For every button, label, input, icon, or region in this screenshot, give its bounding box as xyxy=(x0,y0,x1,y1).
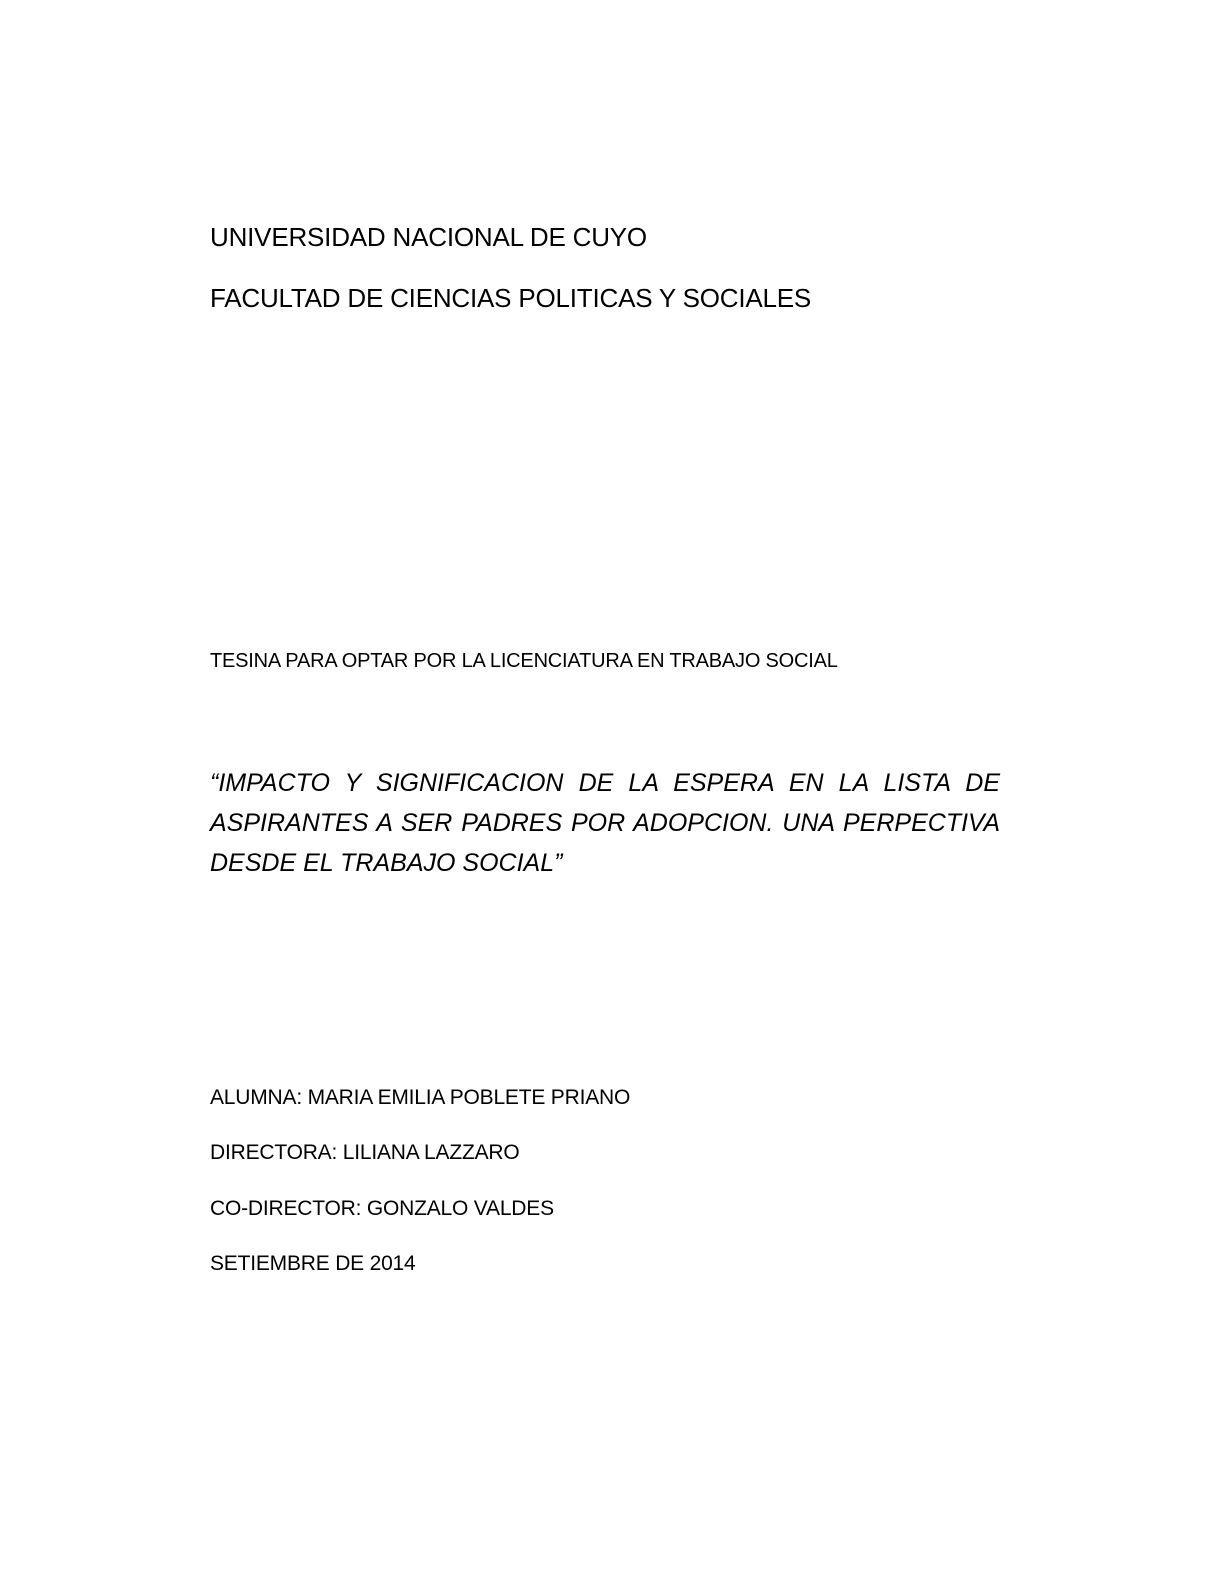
thesis-title-line: DESDE EL TRABAJO SOCIAL” xyxy=(210,849,563,877)
co-director-name: CO-DIRECTOR: GONZALO VALDES xyxy=(210,1197,554,1220)
university-name: UNIVERSIDAD NACIONAL DE CUYO xyxy=(210,222,647,252)
director-name: DIRECTORA: LILIANA LAZZARO xyxy=(210,1141,520,1164)
student-name: ALUMNA: MARIA EMILIA POBLETE PRIANO xyxy=(210,1086,631,1109)
thesis-title xyxy=(210,763,1000,883)
submission-date: SETIEMBRE DE 2014 xyxy=(210,1252,416,1275)
thesis-title-line: “IMPACTO Y SIGNIFICACION DE LA ESPERA EN LA LISTA DE xyxy=(210,769,1000,797)
degree-statement: TESINA PARA OPTAR POR LA LICENCIATURA EN TRABAJO SOCIAL xyxy=(210,650,838,672)
faculty-name: FACULTAD DE CIENCIAS POLITICAS Y SOCIALES xyxy=(210,283,812,313)
thesis-title-line: ASPIRANTES A SER PADRES POR ADOPCION. UNA PERPECTIVA xyxy=(210,809,1000,837)
